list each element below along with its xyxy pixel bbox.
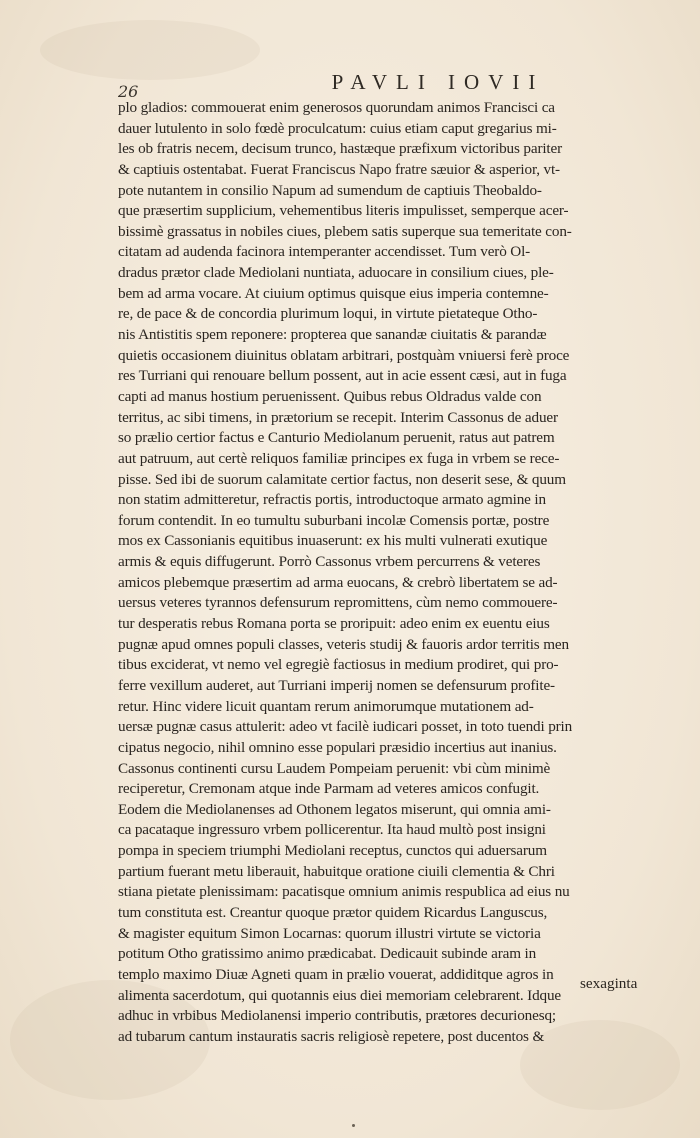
text-line: dradus prætor clade Mediolani nuntiata, aduocare in consilium ciues, ple- — [118, 264, 554, 282]
text-line: retur. Hinc videre licuit quantam rerum animorumque mutationem ad- — [118, 697, 534, 715]
text-line: armis & equis diffugerunt. Porrò Cassonus vrbem percurrens & veteres — [118, 553, 541, 571]
text-line: pompa in speciem triumphi Mediolani receptus, cunctos qui aduersarum — [118, 842, 547, 860]
text-line: capti ad manus hostium peruenissent. Quibus rebus Oldradus valde con — [118, 387, 542, 405]
text-line: bissimè grassatus in nobiles ciues, plebem satis superque sua temeritate con- — [118, 222, 572, 240]
text-line: forum contendit. In eo tumultu suburbani incolæ Comensis portæ, postre — [118, 511, 550, 529]
text-line: templo maximo Diuæ Agneti quam in prælio vouerat, addiditque agros in — [118, 965, 554, 983]
text-line: bem ad arma vocare. At ciuium optimus quisque eius imperia contemne- — [118, 284, 549, 302]
text-line: alimenta sacerdotum, qui quotannis eius diei memoriam celebrarent. Idque — [118, 986, 561, 1004]
text-line: aut patruum, aut certè reliquos familiæ principes ex fuga in vrbem se rece- — [118, 449, 560, 467]
page-header — [118, 70, 648, 100]
text-line: so prælio certior factus e Canturio Mediolanum peruenit, ratus aut patrem — [118, 429, 555, 447]
text-line: cipatus negocio, nihil omnino esse populari præsidio incertius aut inanius. — [118, 738, 557, 756]
text-line: res Turriani qui renouare bellum possent, aut in acie essent cæsi, aut in fuga — [118, 367, 567, 385]
text-line: dauer lutulento in solo fœdè proculcatum: cuius etiam caput gregarius mi- — [118, 119, 557, 137]
text-line: reciperetur, Cremonam atque inde Parmam ad veteres amicos confugit. — [118, 780, 540, 798]
text-line: ca pacataque ingressuro vrbem pollicerentur. Ita haud multò post insigni — [118, 821, 546, 839]
text-line: stiana pietate plenissimam: pacatisque omnium animis respublica ad eius nu — [118, 883, 570, 901]
text-line: tibus exciderat, vt nemo vel egregiè factiosus in medium prodiret, qui pro- — [118, 656, 559, 674]
running-head: PAVLI IOVII — [331, 70, 545, 94]
text-line: uersæ pugnæ casus attulerit: adeo vt facilè iudicari posset, in toto tuendi prin — [118, 718, 573, 736]
text-line: plo gladios: commouerat enim generosos quorundam animos Francisci ca — [118, 99, 555, 116]
text-line: Eodem die Mediolanenses ad Othonem legatos miserunt, qui omnia ami- — [118, 800, 551, 818]
text-line: pote nutantem in consilio Napum ad sumendum de captiuis Theobaldo- — [118, 181, 542, 199]
catchword: sexaginta — [580, 975, 638, 992]
text-line: nis Antistitis spem reponere: propterea que sanandæ ciuitatis & parandæ — [118, 326, 547, 344]
text-line: les ob fratris necem, decisum trunco, hastæque præfixum victoribus pariter — [118, 140, 562, 158]
text-line: uersus veteres tyrannos defensurum repromittens, cùm nemo commouere- — [118, 594, 558, 612]
text-line: pugnæ apud omnes populi classes, veteris studij & fauoris ardor territis men — [118, 635, 569, 653]
text-line: territus, ac sibi timens, in prætorium se recepit. Interim Cassonus de aduer — [118, 408, 558, 426]
text-line: mos ex Cassonianis equitibus inuaserunt: ex his multi vulnerati exutique — [118, 532, 548, 550]
paper-mark — [352, 1124, 355, 1127]
body-text — [118, 98, 646, 1047]
text-line: & captiuis ostentabat. Fuerat Franciscus Napo fratre sæuior & asperior, vt- — [118, 160, 560, 178]
text-line: ad tubarum cantum instauratis sacris religiosè repetere, post ducentos & — [118, 1027, 545, 1045]
text-line: pisse. Sed ibi de suorum calamitate certior factus, non deserit sese, & quum — [118, 470, 566, 488]
text-line: tum constituta est. Creantur quoque prætor quidem Ricardus Languscus, — [118, 903, 548, 921]
text-line: citatam ad audenda facinora intemperanter accendisset. Tum verò Ol- — [118, 243, 531, 261]
text-line: que præsertim supplicium, vehementibus literis impulisset, semperque acer- — [118, 202, 569, 220]
text-line: re, de pace & de concordia plurimum loqui, in virtute pietateque Otho- — [118, 305, 538, 323]
text-line: non statim admitteretur, refractis portis, introductoque armato agmine in — [118, 491, 546, 509]
text-line: partium fuerant metu liberauit, habuitque oratione ciuili clementia & Chri — [118, 862, 555, 880]
text-line: adhuc in vrbibus Mediolanensi imperio contributis, prætores decurionesq; — [118, 1007, 556, 1025]
page-number: 26 — [118, 82, 139, 101]
text-line: Cassonus continenti cursu Laudem Pompeiam peruenit: vbi cùm minimè — [118, 759, 551, 777]
text-line: tur desperatis rebus Romana porta se proripuit: adeo enim ex euentu eius — [118, 615, 550, 633]
text-line: ferre vexillum auderet, aut Turriani imperij nomen se defensurum profite- — [118, 676, 555, 694]
text-line: amicos plebemque præsertim ad arma euocans, & crebrò libertatem se ad- — [118, 573, 558, 591]
text-line: & magister equitum Simon Locarnas: quorum illustri virtute se victoria — [118, 924, 541, 942]
text-line: quietis occasionem diuinitus oblatam arbitrari, postquàm vniuersi ferè proce — [118, 346, 570, 364]
text-line: potitum Otho gratissimo animo prædicabat. Dedicauit subinde aram in — [118, 945, 537, 963]
